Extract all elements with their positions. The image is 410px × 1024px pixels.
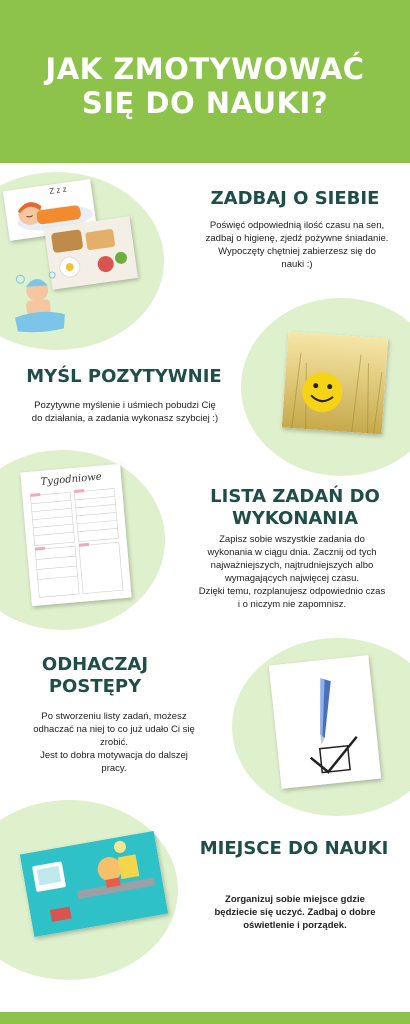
section2-heading: MYŚL POZYTYWNIE [26, 366, 222, 387]
section5-text: Zorganizuj sobie miejsce gdzie będziecie się uczyć. Zadbaj o dobre oświetlenie i porządek. [214, 894, 376, 931]
section1-heading: ZADBAJ O SIEBIE [210, 188, 380, 209]
title-line-1: JAK ZMOTYWOWAĆ [45, 52, 365, 86]
section5-heading: MIEJSCE DO NAUKI [199, 838, 389, 859]
section4-text: Po stworzeniu listy zadań, możesz odhaczać na niej to co już udało Ci się zrobić. Jest to dobra motywacja do dalszej pracy. [33, 711, 195, 774]
checkmark-pen-image [269, 655, 381, 789]
smiley-image [282, 332, 388, 435]
planner-title: Tygodniowe [40, 471, 103, 488]
section2-text: Pozytywne myślenie i uśmiech pobudzi Cię do działania, a zadania wykonasz szybciej :) [31, 400, 219, 424]
page-title [0, 52, 410, 120]
title-line-2: SIĘ DO NAUKI? [81, 86, 329, 120]
section4-heading: ODHACZAJ POSTĘPY [41, 654, 149, 697]
section3-text: Zapisz sobie wszystkie zadania do wykonania w ciągu dnia. Zacznij od tych najważniejszych, najtrudniejszych albo wymagających najwięcej czasu. Dzięki temu, rozplanujesz odpowiednio czas i o niczym nie zapomnisz. [198, 534, 386, 610]
section1-text: Poświęć odpowiednią ilość czasu na sen, zadbaj o higienę, zjedź pożywne śniadanie. Wypoczęty chętniej zabierzesz się do nauki :) [205, 220, 389, 270]
bath-child-image [10, 268, 68, 336]
header-banner [0, 0, 410, 163]
sleep-text: Z z z [48, 184, 68, 196]
planner-image [20, 464, 131, 606]
footer-bar [0, 1012, 410, 1024]
section3-heading: LISTA ZADAŃ DO WYKONANIA [210, 486, 380, 529]
